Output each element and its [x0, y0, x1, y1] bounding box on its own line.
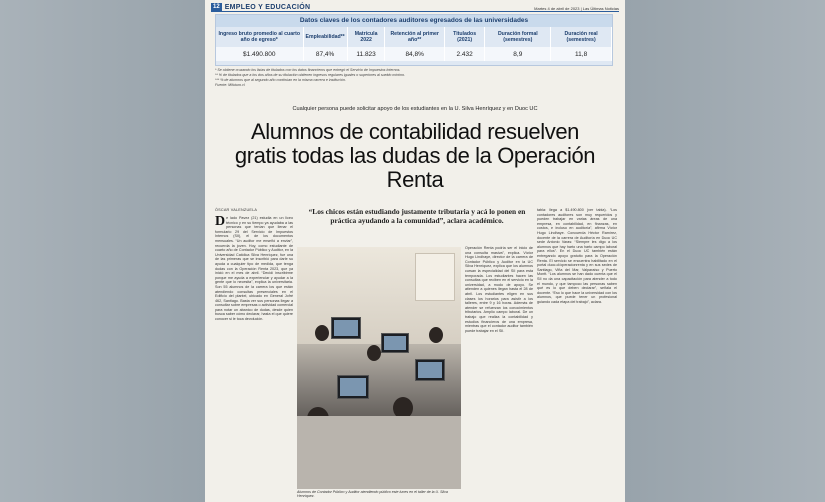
footnote-source: Fuente: Mifuturo.cl: [215, 83, 245, 87]
table-header: Retención al primer año**: [385, 27, 444, 47]
photo-person: [367, 345, 381, 361]
table-cell: 11.823: [347, 47, 385, 61]
table-cell: 11,8: [551, 47, 612, 61]
table-cell: 8,9: [485, 47, 551, 61]
table-header: Empleabilidad**: [303, 27, 347, 47]
photo-window: [415, 253, 455, 301]
table-footnotes: [215, 68, 515, 88]
table-title: Datos claves de los contadores auditores egresados de las universidades: [216, 15, 612, 27]
newspaper-page: [205, 0, 625, 502]
photo-monitor: [415, 359, 445, 381]
column-text: tabla: llega a $1.490.800 (ver tabla). “Los contadores auditores son muy requeridos y pueden trabajar en varias áreas de una empresa, en contabilidad, en finanzas, en costos, e incluso en auditoría”, afirma Víctor Hugo Lindhaye. Concuerda Héctor Ramírez, docente de la carrera de Auditoría en Duoc UC sede Antonio Varas: “Siempre les digo a los alumnos que hay harto una harto campo laboral para ellos”. En el Duoc UC también están entregando apoyo gratuito para la Operación Renta. El servicio se encuentra habilitado en el portal duoc.cl/operacionrenta y en sus sedes de Santiago, Viña del Mar, Valparaíso y Puerto Montt. “Los alumnos se han dado cuenta que el SII no da una capacitación para atender a todo el mundo, y que tampoco las personas saben qué es lo que deben declarar”, señala el docente. “Eso lo que hace la universidad con los alumnos, que puede tener un profesional guiando cada etapa del trabajo”, aclara.: [537, 208, 617, 304]
table-cell: 87,4%: [303, 47, 347, 61]
article-column-3: [465, 246, 533, 500]
photo-monitor: [337, 375, 369, 399]
table-row: [216, 47, 612, 61]
masthead: [211, 2, 619, 12]
key-data-table: [215, 14, 613, 66]
dateline: Martes 4 de abril de 2023 | Las Últimas Noticias: [534, 6, 619, 11]
article-column-1: [215, 216, 293, 500]
table-cell: 2.432: [444, 47, 485, 61]
photo-monitor: [331, 317, 361, 339]
table-header: Matrícula 2022: [347, 27, 385, 47]
table-cell: 84,8%: [385, 47, 444, 61]
article-byline: ÓSCAR VALENZUELA: [215, 208, 258, 212]
page-number: 12: [213, 4, 220, 10]
data-table: [216, 27, 612, 61]
footnote: * Se obtiene cruzando los listas de titulados con los datos financieros que entregó el Servicio de Impuestos Internos.: [215, 68, 401, 72]
table-header: Duración formal (semestres): [485, 27, 551, 47]
column-text: Operación Renta podría ser el inicio de una consulta masiva”, explica. Víctor Hugo Lindhaye, director de la carrera de Contador Público y Auditor en la UC Silva Henríquez, explica que los alumnos cursan la especialidad del SII para esta temporada. Los estudiantes hacen las consultas que reciben en el servicio en la universidad, a modo de apoyo. Se atienden a quienes llegan hasta el 28 de abril. Los estudiantes eligen en sus clases los horarios para asistir a los talleres, entre 9 y 16 horas. Además de atender se refuerzan los conocimientos tributarios. Amplio campo laboral. De un trabajo que realiza la contabilidad y estudios financieros de una empresa, mientras que el contador auditor también puede trabajar en el SII.: [465, 246, 533, 333]
table-header: Duración real (semestres): [551, 27, 612, 47]
photo-desk: [297, 416, 461, 489]
article-kicker: Cualquier persona puede solicitar apoyo de los estudiantes en la U. Silva Henríquez y en Duoc UC: [292, 106, 538, 112]
photo-person: [429, 327, 443, 343]
background-right: [625, 0, 825, 502]
pull-quote: “Los chicos están estudiando justamente tributaria y acá lo ponen en práctica ayudando a la comunidad”, aclara académico.: [308, 207, 526, 225]
table-header: Titulados (2021): [444, 27, 485, 47]
article-headline: Alumnos de contabilidad resuelven gratis todas las dudas de la Operación Renta: [234, 119, 596, 192]
table-cell: $1.490.800: [216, 47, 303, 61]
column-text: e lado Pavez (21) estudia en un liceo técnico y en su tiempo ya ayudaba a las personas que tenían que llenar el formulario 29 del Servicio de Impuestos Internos (SII), el de los documentos mensuales. “Un auditor me enseñó a enviar”, recuerda la joven. Hoy, como estudiante de cuarto año de Contador Público y Auditor, en la Universidad Católica Silva Henríquez, fue una de las primeras que se inscribió para darle su ayuda a cualquier tipo de medida, que tenga dudas con la Operación Renta 2023, que ya inició en el mes de abril. “Decidí inscribirme porque me ayuda a experienciar y ayudar a la gente que lo necesita”, explica la universitaria. Son 55 alumnos de la carrera los que están atendiendo consultas presenciales en el Edificio del plantel, ubicado en General Jofré 462, Santiago. Basta ver sus personas llegar a consultar sobre empresas o actividad comercial para notar un abanico de dudas, desde quien busca saber cómo declarar, hasta el que quiere conocer si le toca devolución.: [215, 216, 293, 322]
article-column-4: [537, 208, 617, 500]
photo-person: [315, 325, 329, 341]
table-header: Ingreso bruto promedio al cuarto año de egreso*: [216, 27, 303, 47]
article-photo: [297, 247, 461, 489]
section-title: EMPLEO Y EDUCACIÓN: [224, 3, 311, 11]
photo-caption: Alumnos de Contador Público y Auditor atendiendo público este lunes en el taller de la U. Silva Henríquez.: [297, 490, 448, 498]
drop-cap: D: [215, 216, 226, 229]
background-left: [0, 0, 205, 502]
footnote: ** % de titulados que a los dos años de su titulación obtienen ingresos regulares iguales o superiores al sueldo mínimo.: [215, 73, 406, 77]
photo-monitor: [381, 333, 409, 353]
footnote: *** % de alumnos que al segundo año continúan en la misma carrera e institución.: [215, 78, 346, 82]
